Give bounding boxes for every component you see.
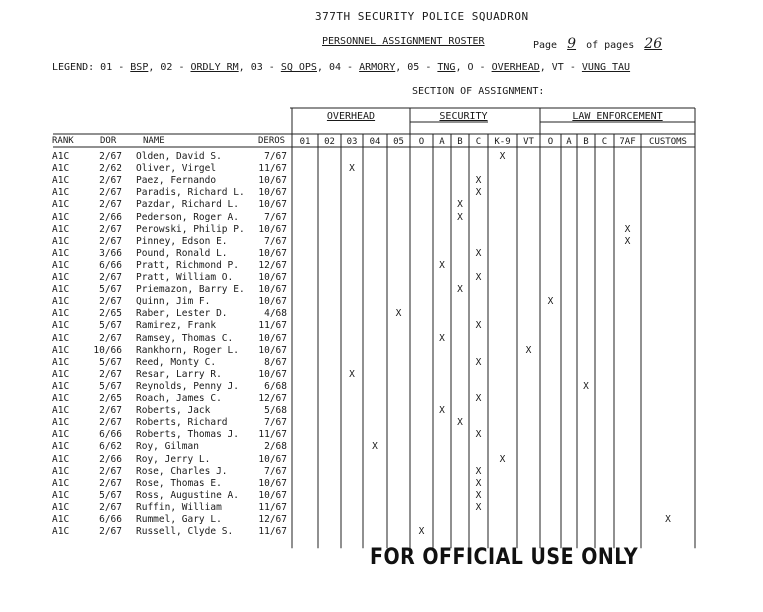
- row-deros: 5/68: [264, 405, 287, 417]
- legend-name: ARMORY: [359, 62, 396, 73]
- row-rank: A1C: [52, 223, 70, 235]
- legend-name: SQ OPS: [280, 62, 317, 73]
- assignment-mark: X: [457, 417, 463, 429]
- roster-subtitle: PERSONNEL ASSIGNMENT ROSTER: [322, 36, 485, 47]
- legend-name: BSP: [130, 62, 149, 73]
- row-dor: 2/62: [99, 163, 122, 175]
- row-name: Raber, Lester D.: [136, 308, 228, 320]
- col-o: O: [547, 137, 554, 147]
- row-dor: 2/67: [99, 296, 122, 308]
- legend-code: , O -: [455, 62, 492, 73]
- row-name: Pratt, William O.: [136, 272, 234, 283]
- row-dor: 2/67: [99, 405, 122, 417]
- row-rank: A1C: [52, 151, 70, 162]
- row-deros: 6/68: [264, 380, 287, 392]
- row-deros: 11/67: [258, 526, 287, 538]
- row-deros: 7/67: [264, 211, 287, 223]
- row-dor: 2/67: [99, 332, 122, 344]
- row-dor: 6/66: [99, 514, 122, 525]
- row-deros: 7/67: [264, 465, 287, 477]
- row-dor: 2/67: [99, 187, 122, 199]
- row-deros: 12/67: [258, 393, 287, 404]
- col-02: 02: [324, 137, 335, 147]
- col-b: B: [457, 137, 463, 147]
- row-dor: 2/67: [99, 199, 122, 211]
- assignment-mark: X: [583, 380, 589, 392]
- row-name: Ramirez, Frank: [136, 320, 217, 332]
- row-deros: 10/67: [258, 272, 287, 283]
- col-rank: RANK: [52, 136, 74, 146]
- legend-code: 01 -: [100, 62, 131, 73]
- row-rank: A1C: [52, 526, 70, 538]
- row-rank: A1C: [52, 187, 70, 199]
- legend-name: VUNG TAU: [581, 62, 631, 73]
- row-rank: A1C: [52, 417, 70, 429]
- row-rank: A1C: [52, 211, 70, 223]
- assignment-mark: X: [475, 429, 482, 441]
- col-a: A: [439, 137, 445, 147]
- row-dor: 6/62: [99, 441, 122, 453]
- total-pages: 26: [644, 36, 663, 52]
- row-name: Paradis, Richard L.: [136, 187, 245, 199]
- row-name: Perowski, Philip P.: [136, 223, 245, 235]
- row-rank: A1C: [52, 441, 70, 453]
- assignment-mark: X: [665, 514, 671, 525]
- assignment-mark: X: [475, 393, 482, 404]
- row-deros: 10/67: [258, 247, 287, 259]
- assignment-mark: X: [475, 187, 482, 199]
- assignment-mark: X: [439, 332, 445, 344]
- row-deros: 10/67: [258, 477, 287, 489]
- row-dor: 6/66: [99, 259, 122, 271]
- row-rank: A1C: [52, 344, 70, 356]
- row-deros: 10/67: [258, 175, 287, 187]
- row-dor: 3/66: [99, 247, 122, 259]
- section-of-assignment-label: SECTION OF ASSIGNMENT:: [412, 86, 545, 97]
- assignment-mark: X: [439, 259, 445, 271]
- row-rank: A1C: [52, 296, 70, 308]
- row-name: Roberts, Jack: [136, 405, 211, 417]
- col-o: O: [418, 137, 425, 147]
- assignment-mark: X: [475, 175, 482, 187]
- row-rank: A1C: [52, 489, 70, 501]
- row-dor: 6/66: [99, 429, 122, 441]
- assignment-mark: X: [395, 308, 402, 320]
- col-05: 05: [393, 137, 404, 147]
- row-name: Roy, Gilman: [136, 441, 199, 453]
- assignment-mark: X: [624, 235, 631, 247]
- col-dor: DOR: [100, 136, 117, 146]
- legend-code: , 05 -: [395, 62, 438, 73]
- row-dor: 5/67: [99, 489, 122, 501]
- row-dor: 2/67: [99, 526, 122, 538]
- assignment-mark: X: [475, 477, 482, 489]
- row-dor: 2/67: [99, 235, 122, 247]
- page-number: 9: [567, 36, 577, 52]
- row-deros: 11/67: [258, 501, 287, 513]
- row-dor: 2/67: [99, 501, 122, 513]
- row-deros: 10/67: [258, 489, 287, 501]
- col-vt: VT: [523, 137, 534, 147]
- row-deros: 10/67: [258, 187, 287, 199]
- row-rank: A1C: [52, 380, 70, 392]
- row-name: Pound, Ronald L.: [136, 247, 228, 259]
- row-dor: 2/65: [99, 393, 122, 404]
- legend-name: OVERHEAD: [491, 62, 540, 73]
- row-deros: 12/67: [258, 514, 287, 525]
- group-security: SECURITY: [439, 111, 488, 122]
- row-deros: 10/67: [258, 368, 287, 380]
- row-dor: 2/65: [99, 308, 122, 320]
- row-name: Rummel, Gary L.: [136, 514, 222, 525]
- legend-code: , VT -: [539, 62, 582, 73]
- row-deros: 7/67: [264, 417, 287, 429]
- row-dor: 2/67: [99, 465, 122, 477]
- row-rank: A1C: [52, 163, 70, 175]
- assignment-mark: X: [475, 489, 482, 501]
- row-deros: 10/67: [258, 296, 287, 308]
- assignment-mark: X: [457, 284, 463, 296]
- row-rank: A1C: [52, 405, 70, 417]
- row-rank: A1C: [52, 284, 70, 296]
- assignment-mark: X: [349, 163, 355, 175]
- row-deros: 11/67: [258, 163, 287, 175]
- row-rank: A1C: [52, 175, 70, 187]
- row-rank: A1C: [52, 199, 70, 211]
- row-rank: A1C: [52, 465, 70, 477]
- row-name: Russell, Clyde S.: [136, 526, 234, 538]
- row-dor: 2/67: [99, 417, 122, 429]
- row-dor: 2/67: [99, 175, 122, 187]
- assignment-mark: X: [547, 296, 554, 308]
- row-deros: 11/67: [258, 320, 287, 332]
- row-name: Ross, Augustine A.: [136, 489, 239, 501]
- col-a: A: [566, 137, 572, 147]
- assignment-mark: X: [624, 223, 631, 235]
- row-name: Oliver, Virgel: [136, 163, 217, 175]
- row-deros: 10/67: [258, 453, 287, 465]
- row-name: Resar, Larry R.: [136, 368, 222, 380]
- row-name: Reed, Monty C.: [136, 356, 217, 368]
- row-deros: 10/67: [258, 199, 287, 211]
- document-title: 377TH SECURITY POLICE SQUADRON: [315, 10, 529, 23]
- row-dor: 2/67: [99, 223, 122, 235]
- row-name: Roach, James C.: [136, 393, 222, 404]
- row-deros: 12/67: [258, 259, 287, 271]
- assignment-mark: X: [475, 320, 482, 332]
- legend-label: LEGEND:: [52, 62, 101, 73]
- row-deros: 10/67: [258, 332, 287, 344]
- row-deros: 7/67: [264, 235, 287, 247]
- assignment-mark: X: [418, 526, 425, 538]
- row-name: Roy, Jerry L.: [136, 453, 211, 465]
- row-dor: 2/66: [99, 211, 122, 223]
- legend-name: TNG: [437, 62, 456, 73]
- row-name: Rose, Thomas E.: [136, 477, 222, 489]
- assignment-mark: X: [475, 247, 482, 259]
- col-b: B: [583, 137, 589, 147]
- row-rank: A1C: [52, 477, 70, 489]
- row-deros: 10/67: [258, 284, 287, 296]
- assignment-mark: X: [439, 405, 445, 417]
- row-deros: 8/67: [264, 356, 287, 368]
- row-deros: 4/68: [264, 308, 287, 320]
- row-name: Ramsey, Thomas C.: [136, 332, 234, 344]
- col-c: C: [601, 137, 608, 147]
- row-rank: A1C: [52, 259, 70, 271]
- row-name: Quinn, Jim F.: [136, 296, 211, 308]
- assignment-mark: X: [475, 501, 482, 513]
- row-name: Olden, David S.: [136, 151, 222, 162]
- row-name: Priemazon, Barry E.: [136, 284, 245, 296]
- row-name: Rankhorn, Roger L.: [136, 344, 239, 356]
- row-name: Roberts, Thomas J.: [136, 429, 239, 441]
- row-dor: 2/67: [99, 368, 122, 380]
- row-name: Rose, Charles J.: [136, 465, 228, 477]
- row-rank: A1C: [52, 453, 70, 465]
- assignment-mark: X: [457, 211, 463, 223]
- row-deros: 10/67: [258, 223, 287, 235]
- group-law-enforcement: LAW ENFORCEMENT: [572, 111, 663, 122]
- row-rank: A1C: [52, 320, 70, 332]
- row-rank: A1C: [52, 272, 70, 283]
- row-name: Pederson, Roger A.: [136, 211, 239, 223]
- col-k-9: K-9: [494, 137, 511, 147]
- row-deros: 10/67: [258, 344, 287, 356]
- legend-code: , 04 -: [316, 62, 360, 73]
- row-rank: A1C: [52, 368, 70, 380]
- row-name: Paez, Fernando: [136, 175, 217, 187]
- legend-name: ORDLY RM: [190, 62, 239, 73]
- row-rank: A1C: [52, 308, 70, 320]
- assignment-mark: X: [372, 441, 378, 453]
- assignment-mark: X: [475, 356, 482, 368]
- assignment-mark: X: [499, 453, 506, 465]
- row-rank: A1C: [52, 501, 70, 513]
- assignment-mark: X: [475, 465, 482, 477]
- legend-code: , 02 -: [148, 62, 191, 73]
- row-rank: A1C: [52, 514, 70, 525]
- row-dor: 2/67: [99, 151, 122, 162]
- row-dor: 10/66: [93, 344, 122, 356]
- row-rank: A1C: [52, 247, 70, 259]
- col-7af: 7AF: [619, 137, 636, 147]
- row-rank: A1C: [52, 235, 70, 247]
- assignment-mark: X: [475, 272, 482, 283]
- col-c: C: [475, 137, 482, 147]
- col-name: NAME: [143, 136, 165, 146]
- row-rank: A1C: [52, 332, 70, 344]
- assignment-mark: X: [499, 151, 506, 162]
- row-rank: A1C: [52, 393, 70, 404]
- row-name: Ruffin, William: [136, 501, 222, 513]
- row-dor: 5/67: [99, 284, 122, 296]
- row-name: Pratt, Richmond P.: [136, 259, 239, 271]
- page-label: Page: [533, 40, 558, 51]
- col-03: 03: [346, 137, 358, 147]
- col-01: 01: [299, 137, 311, 147]
- row-deros: 7/67: [264, 151, 287, 162]
- col-04: 04: [369, 137, 381, 147]
- row-dor: 5/67: [99, 380, 122, 392]
- official-use-stamp: FOR OFFICIAL USE ONLY: [370, 544, 639, 570]
- row-name: Reynolds, Penny J.: [136, 380, 239, 392]
- assignment-mark: X: [525, 344, 532, 356]
- row-deros: 11/67: [258, 429, 287, 441]
- row-rank: A1C: [52, 356, 70, 368]
- row-rank: A1C: [52, 429, 70, 441]
- row-dor: 5/67: [99, 356, 122, 368]
- row-dor: 2/67: [99, 272, 122, 283]
- assignment-mark: X: [349, 368, 355, 380]
- row-dor: 5/67: [99, 320, 122, 332]
- legend-code: , 03 -: [238, 62, 281, 73]
- col-customs: CUSTOMS: [649, 137, 687, 147]
- assignment-mark: X: [457, 199, 463, 211]
- row-dor: 2/66: [99, 453, 122, 465]
- row-name: Pazdar, Richard L.: [136, 199, 239, 211]
- row-name: Roberts, Richard: [136, 417, 228, 429]
- row-deros: 2/68: [264, 441, 287, 453]
- row-dor: 2/67: [99, 477, 122, 489]
- group-overhead: OVERHEAD: [326, 111, 376, 122]
- col-deros: DEROS: [258, 136, 286, 146]
- of-pages-label: of pages: [586, 40, 635, 51]
- row-name: Pinney, Edson E.: [136, 235, 228, 247]
